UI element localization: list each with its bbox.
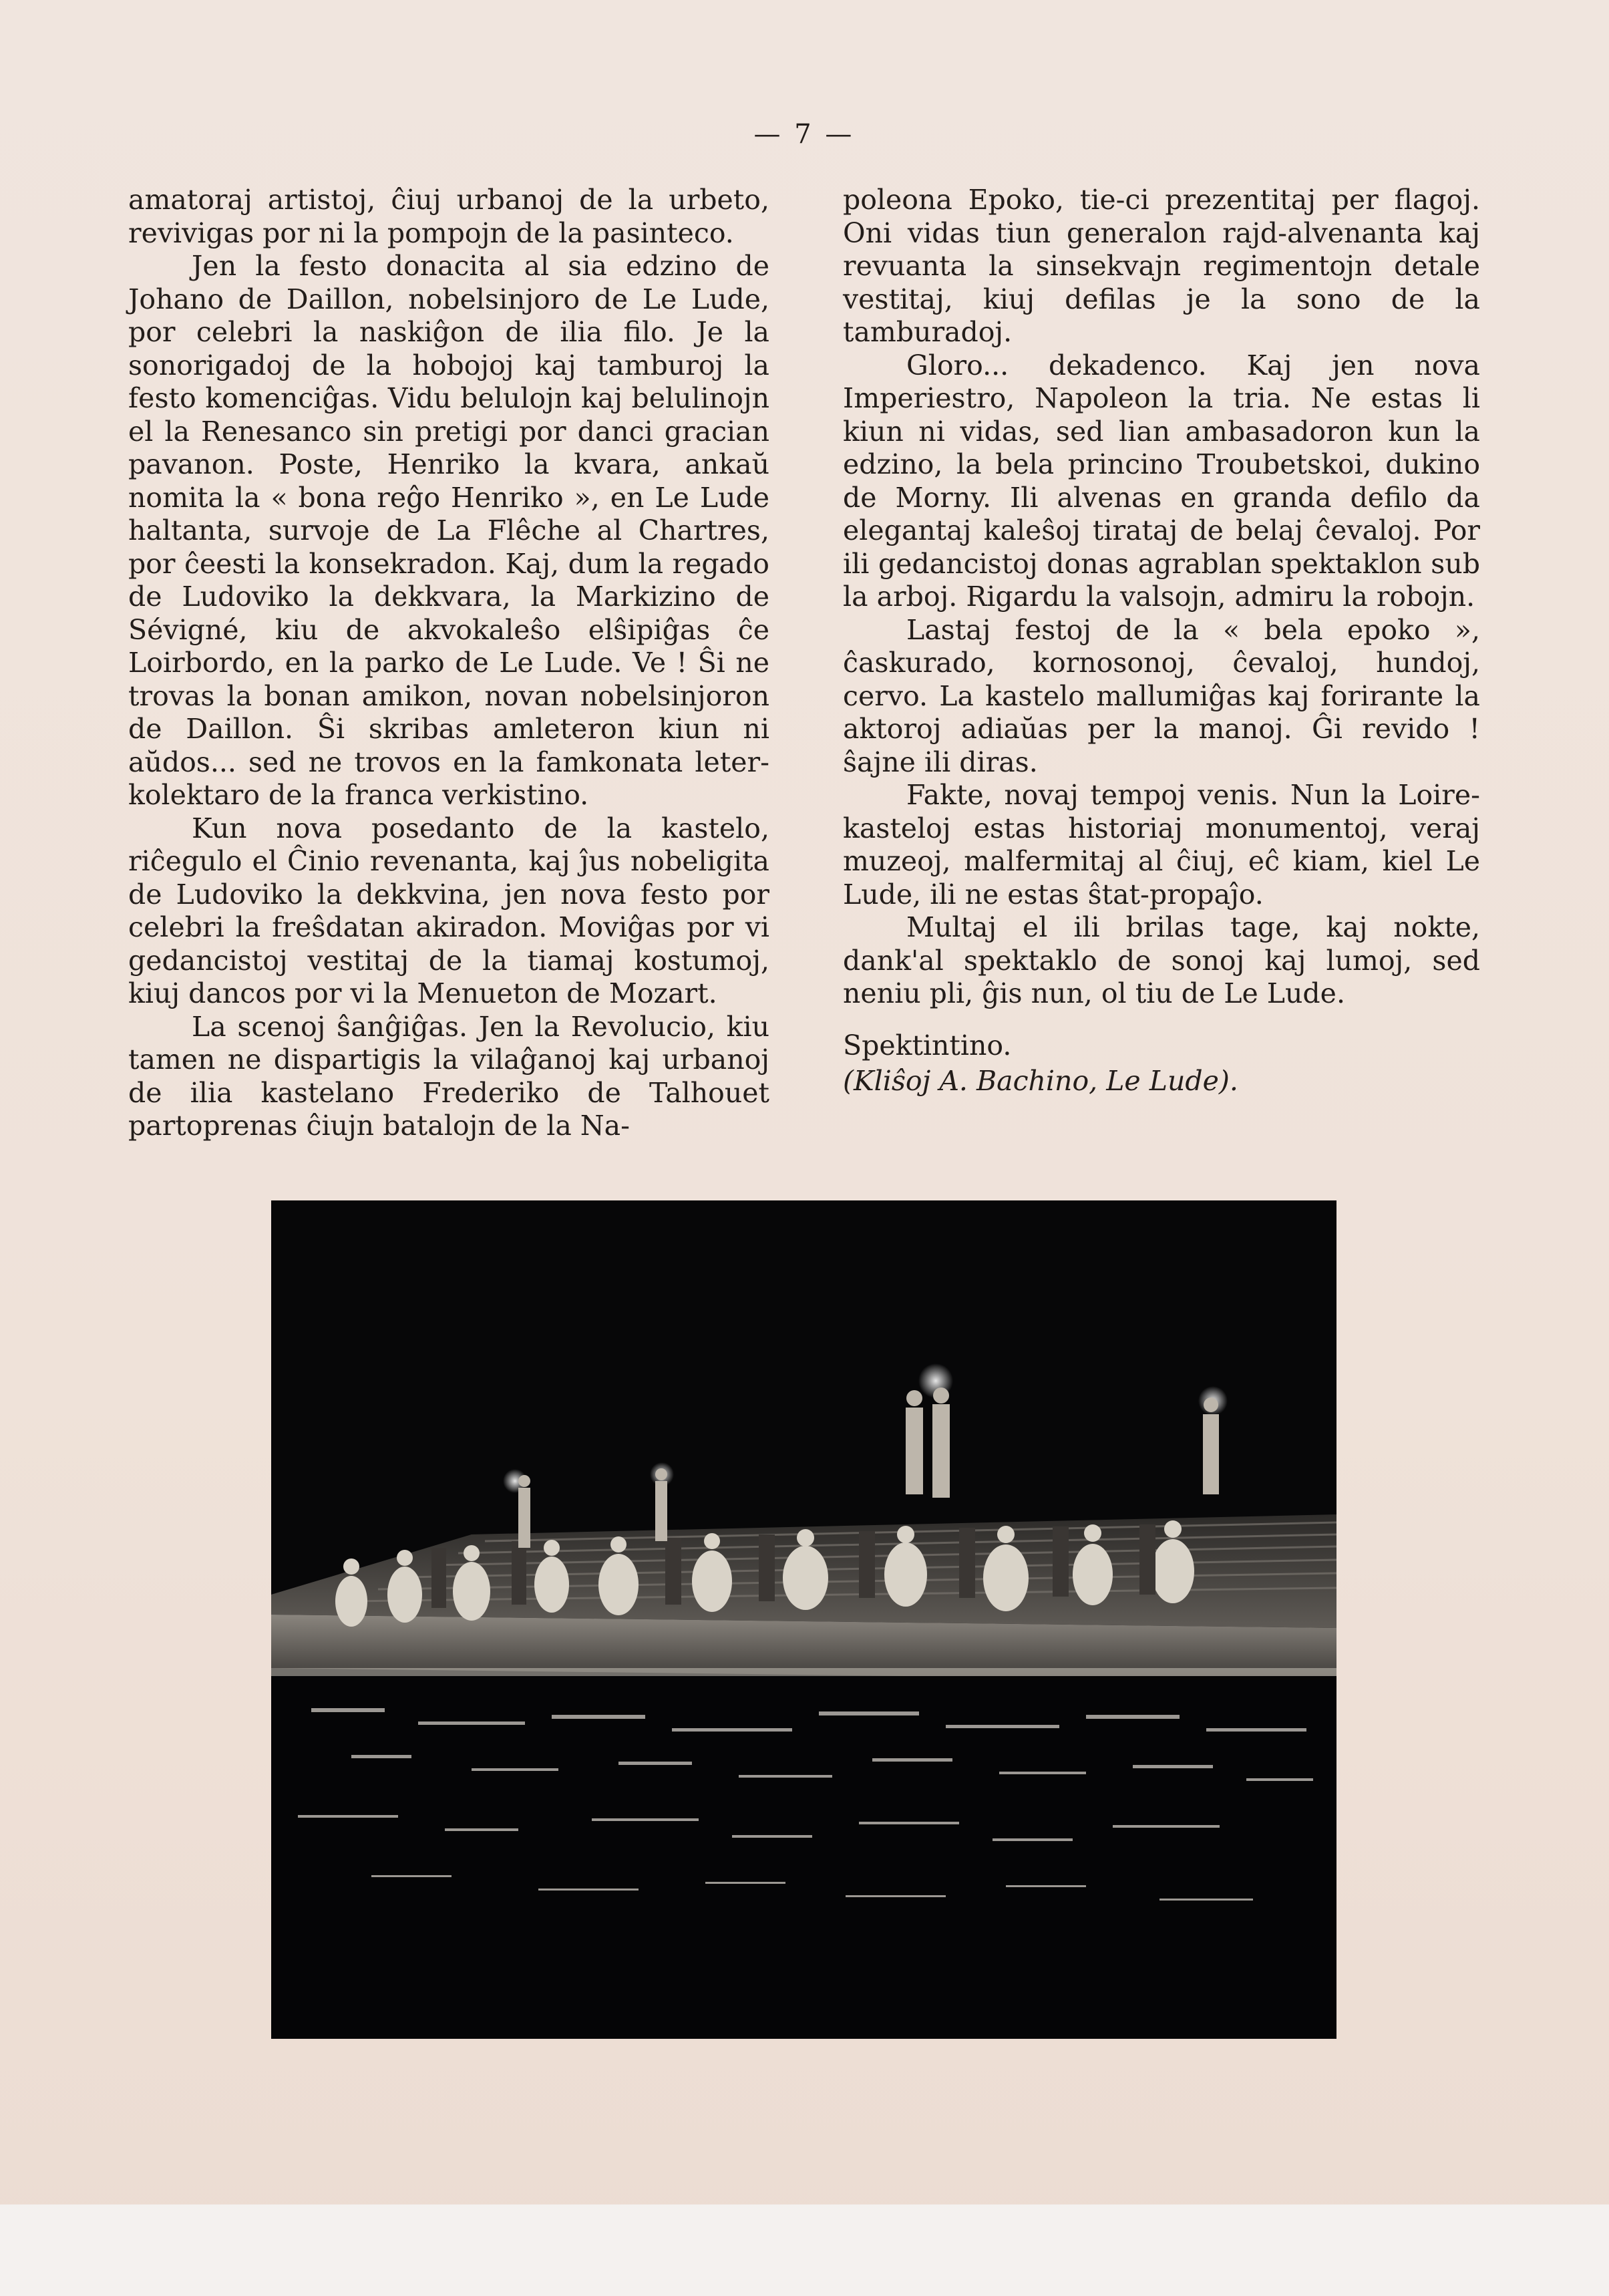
right-column	[843, 184, 1480, 1098]
paragraph: poleona Epoko, tie-ci prezentitaj per flagoj. Oni vidas tiun generalon rajd-alvenanta kaj revuanta la sinsekvajn regimentojn detale vestitaj, kiuj defilas je la sono de la tamburadoj.	[843, 184, 1480, 348]
paragraph: La scenoj ŝanĝiĝas. Jen la Revolucio, kiu tamen ne dispartigis la vilaĝanoj kaj urbanoj de ilia kastelano Frederiko de Talhouet partoprenas ĉiujn batalojn de la Na-	[128, 1010, 769, 1142]
paragraph: Multaj el ili brilas tage, kaj nokte, dank'al spektaklo de sonoj kaj lumoj, sed neniu pli, ĝis nun, ol tiu de Le Lude.	[843, 911, 1480, 1009]
night-spectacle-photo	[271, 1200, 1336, 2039]
left-column	[128, 184, 769, 1143]
paragraph: amatoraj artistoj, ĉiuj urbanoj de la urbeto, revivigas por ni la pompojn de la pasinteco.	[128, 184, 769, 249]
author-signature: Spektintino.	[843, 1029, 1012, 1061]
paragraph: Gloro... dekadenco. Kaj jen nova Imperiestro, Napoleon la tria. Ne estas li kiun ni vidas, sed lian ambasadoron kun la edzino, la bela princino Troubetskoi, dukino de Morny. Ili alvenas en granda defilo da elegantaj kaleŝoj tirataj de belaj ĉevaloj. Por ili gedancistoj donas agrablan spektaklon sub la arboj. Rigardu la valsojn, admiru la robojn.	[843, 349, 1480, 613]
page-bottom-margin	[0, 2204, 1609, 2296]
paragraph: Jen la festo donacita al sia edzino de Johano de Daillon, nobelsinjoro de Le Lude, por celebri la naskiĝon de ilia filo. Je la sonorigadoj de la hobojoj kaj tamburoj la festo komenciĝas. Vidu belulojn kaj belulinojn el la Renesanco sin pretigi por danci gracian pavanon. Poste, Henriko la kvara, ankaŭ nomita la « bona reĝo Henriko », en Le Lude haltanta, survoje de La Flêche al Chartres, por ĉeesti la konsekradon. Kaj, dum la regado de Ludoviko la dekkvara, la Markizino de Sévigné, kiu de akvokaleŝo elŝipiĝas ĉe Loirbordo, en la parko de Le Lude. Ve ! Ŝi ne trovas la bonan amikon, novan nobelsinjoron de Daillon. Ŝi skribas amleteron kiun ni aŭdos... sed ne trovos en la famkonata leter-kolektaro de la franca verkistino.	[128, 250, 769, 811]
photo-credit: (Kliŝoj A. Bachino, Le Lude).	[843, 1065, 1238, 1097]
page-number: — 7 —	[753, 119, 855, 150]
paragraph: Lastaj festoj de la « bela epoko », ĉaskurado, kornosonoj, ĉevaloj, hundoj, cervo. La kastelo mallumiĝas kaj forirante la aktoroj adiaŭas per la manoj. Ĝi revido ! ŝajne ili diras.	[843, 613, 1480, 778]
paragraph: Fakte, novaj tempoj venis. Nun la Loire-kasteloj estas historiaj monumentoj, veraj muzeoj, malfermitaj al ĉiuj, eĉ kiam, kiel Le Lude, ili ne estas ŝtat-propaĵo.	[843, 779, 1480, 911]
paragraph: Kun nova posedanto de la kastelo, riĉegulo el Ĉinio revenanta, kaj ĵus nobeligita de Ludoviko la dekkvina, jen nova festo por celebri la freŝdatan akiradon. Moviĝas por vi gedancistoj vestitaj de la tiamaj kostumoj, kiuj dancos por vi la Menueton de Mozart.	[128, 812, 769, 1009]
